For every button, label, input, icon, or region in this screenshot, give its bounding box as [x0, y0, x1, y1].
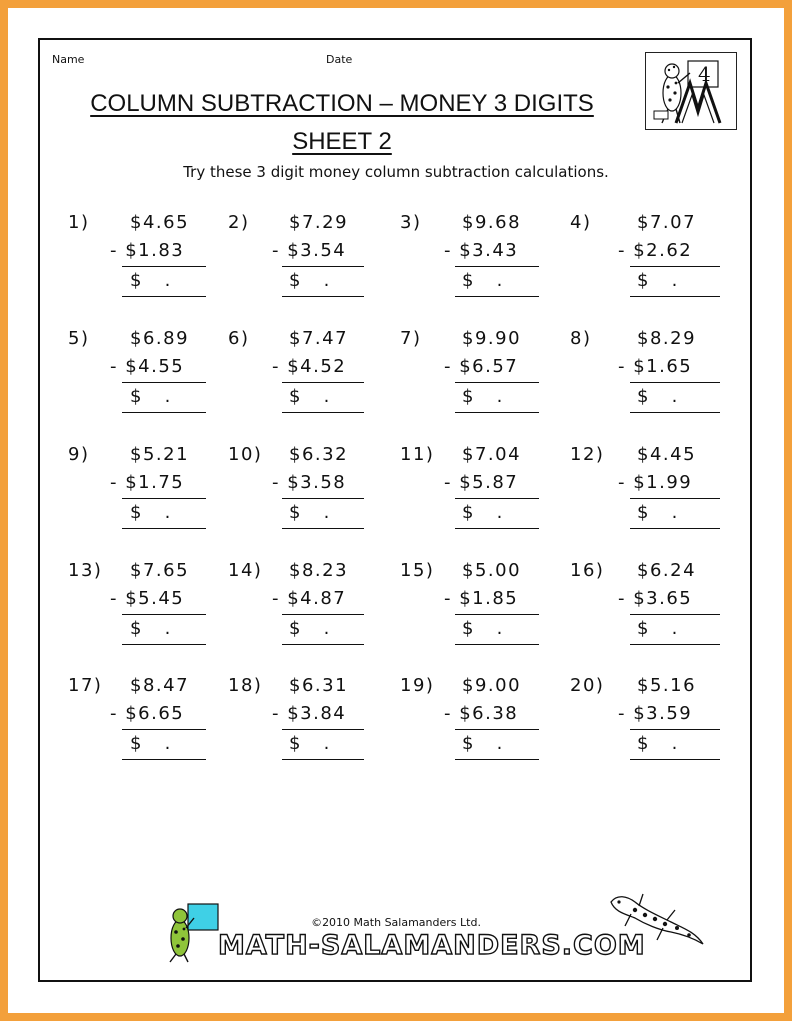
answer-blank: $ .: [289, 502, 331, 523]
answer-underline: [122, 644, 206, 645]
answer-blank: $ .: [462, 386, 504, 407]
problem-divider-line: [282, 498, 364, 499]
answer-underline: [282, 759, 364, 760]
problem-divider-line: [455, 498, 539, 499]
subtrahend: - $4.87: [272, 588, 347, 609]
answer-underline: [455, 528, 539, 529]
problem-number: 19): [400, 675, 435, 696]
answer-underline: [122, 759, 206, 760]
minuend: $6.31: [289, 675, 349, 696]
grade-logo: [645, 52, 737, 130]
answer-underline: [455, 759, 539, 760]
problem-divider-line: [122, 266, 206, 267]
answer-blank: $ .: [130, 502, 172, 523]
minuend: $7.07: [637, 212, 697, 233]
subtrahend: - $3.58: [272, 472, 347, 493]
problem-divider-line: [630, 266, 720, 267]
answer-underline: [282, 296, 364, 297]
subtrahend: - $5.87: [444, 472, 519, 493]
subtrahend: - $3.84: [272, 703, 347, 724]
problem-divider-line: [122, 614, 206, 615]
minuend: $7.29: [289, 212, 349, 233]
problem-number: 15): [400, 560, 435, 581]
subtrahend: - $1.75: [110, 472, 185, 493]
minuend: $6.24: [637, 560, 697, 581]
minuend: $7.47: [289, 328, 349, 349]
problem-divider-line: [455, 382, 539, 383]
problem-number: 9): [68, 444, 90, 465]
problem-number: 12): [570, 444, 605, 465]
minuend: $6.32: [289, 444, 349, 465]
subtrahend: - $5.45: [110, 588, 185, 609]
subtrahend: - $1.99: [618, 472, 693, 493]
subtrahend: - $3.65: [618, 588, 693, 609]
subtrahend: - $2.62: [618, 240, 693, 261]
answer-underline: [630, 528, 720, 529]
problem-number: 4): [570, 212, 592, 233]
answer-blank: $ .: [462, 733, 504, 754]
problem-divider-line: [630, 729, 720, 730]
problem-number: 13): [68, 560, 103, 581]
answer-blank: $ .: [130, 270, 172, 291]
problem-divider-line: [282, 729, 364, 730]
problem-divider-line: [630, 498, 720, 499]
problem-number: 6): [228, 328, 250, 349]
answer-blank: $ .: [637, 618, 679, 639]
minuend: $9.68: [462, 212, 522, 233]
problem-number: 1): [68, 212, 90, 233]
problem-number: 20): [570, 675, 605, 696]
minuend: $5.16: [637, 675, 697, 696]
answer-blank: $ .: [637, 386, 679, 407]
salamander-teacher-icon: [160, 902, 222, 964]
answer-blank: $ .: [289, 386, 331, 407]
grade-number: 4: [698, 62, 711, 86]
minuend: $9.90: [462, 328, 522, 349]
subtrahend: - $1.83: [110, 240, 185, 261]
answer-blank: $ .: [130, 618, 172, 639]
problem-divider-line: [122, 498, 206, 499]
subtrahend: - $6.65: [110, 703, 185, 724]
date-label: Date: [326, 53, 353, 66]
answer-blank: $ .: [289, 618, 331, 639]
problem-divider-line: [630, 382, 720, 383]
problem-divider-line: [122, 382, 206, 383]
problem-number: 2): [228, 212, 250, 233]
answer-underline: [630, 759, 720, 760]
problem-number: 14): [228, 560, 263, 581]
subtrahend: - $6.38: [444, 703, 519, 724]
minuend: $9.00: [462, 675, 522, 696]
answer-blank: $ .: [289, 270, 331, 291]
answer-underline: [122, 296, 206, 297]
problem-divider-line: [282, 614, 364, 615]
problem-number: 17): [68, 675, 103, 696]
answer-underline: [122, 412, 206, 413]
problem-number: 18): [228, 675, 263, 696]
name-label: Name: [52, 53, 85, 66]
problem-number: 5): [68, 328, 90, 349]
problem-divider-line: [282, 266, 364, 267]
worksheet-title-line1: COLUMN SUBTRACTION – MONEY 3 DIGITS: [90, 90, 594, 117]
minuend: $8.47: [130, 675, 190, 696]
answer-blank: $ .: [462, 618, 504, 639]
answer-underline: [282, 644, 364, 645]
copyright-text: ©2010 Math Salamanders Ltd.: [311, 916, 481, 929]
problem-number: 3): [400, 212, 422, 233]
answer-underline: [282, 412, 364, 413]
brand-logo-text: MATH-SALAMANDERS.COM: [218, 930, 646, 961]
problem-number: 16): [570, 560, 605, 581]
answer-underline: [630, 412, 720, 413]
problem-number: 10): [228, 444, 263, 465]
problem-number: 11): [400, 444, 435, 465]
minuend: $4.45: [637, 444, 697, 465]
problem-divider-line: [282, 382, 364, 383]
answer-underline: [282, 528, 364, 529]
answer-underline: [455, 412, 539, 413]
answer-blank: $ .: [130, 733, 172, 754]
answer-blank: $ .: [637, 733, 679, 754]
minuend: $8.23: [289, 560, 349, 581]
problem-number: 7): [400, 328, 422, 349]
worksheet-title-line2: SHEET 2: [292, 128, 392, 155]
subtrahend: - $3.59: [618, 703, 693, 724]
answer-underline: [122, 528, 206, 529]
answer-underline: [630, 296, 720, 297]
salamander-teacher-icon: [646, 53, 736, 129]
answer-blank: $ .: [289, 733, 331, 754]
subtrahend: - $4.52: [272, 356, 347, 377]
minuend: $7.04: [462, 444, 522, 465]
answer-blank: $ .: [637, 270, 679, 291]
subtrahend: - $4.55: [110, 356, 185, 377]
answer-blank: $ .: [462, 502, 504, 523]
problem-divider-line: [455, 266, 539, 267]
problem-divider-line: [455, 729, 539, 730]
subtrahend: - $3.54: [272, 240, 347, 261]
minuend: $5.00: [462, 560, 522, 581]
problem-divider-line: [455, 614, 539, 615]
minuend: $8.29: [637, 328, 697, 349]
answer-underline: [455, 296, 539, 297]
answer-blank: $ .: [462, 270, 504, 291]
problem-number: 8): [570, 328, 592, 349]
problem-divider-line: [630, 614, 720, 615]
subtrahend: - $6.57: [444, 356, 519, 377]
minuend: $4.65: [130, 212, 190, 233]
salamander-icon: [605, 888, 707, 952]
answer-blank: $ .: [130, 386, 172, 407]
problem-divider-line: [122, 729, 206, 730]
minuend: $7.65: [130, 560, 190, 581]
instructions: Try these 3 digit money column subtraction calculations.: [183, 163, 609, 181]
answer-underline: [455, 644, 539, 645]
answer-blank: $ .: [637, 502, 679, 523]
subtrahend: - $1.65: [618, 356, 693, 377]
subtrahend: - $3.43: [444, 240, 519, 261]
minuend: $6.89: [130, 328, 190, 349]
minuend: $5.21: [130, 444, 190, 465]
answer-underline: [630, 644, 720, 645]
subtrahend: - $1.85: [444, 588, 519, 609]
